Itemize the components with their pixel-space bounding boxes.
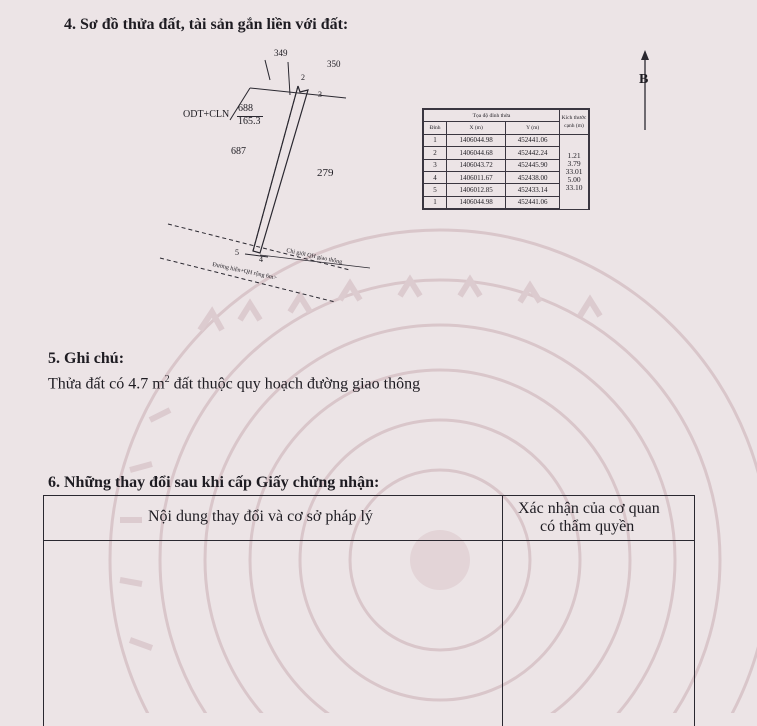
coordinate-table (422, 108, 590, 210)
vertex-cell: 2 (424, 147, 447, 159)
parcel-349-label: 349 (274, 48, 288, 58)
col-y: Y (m) (506, 122, 560, 134)
note-suffix: đất thuộc quy hoạch đường giao thông (173, 375, 421, 393)
coord-table-title: Tọa độ đỉnh thửa (424, 110, 560, 122)
vertex-cell: 1 (424, 134, 447, 146)
edge-3-4: 33.01 (565, 166, 583, 176)
parcel-map (150, 40, 380, 305)
y-cell: 452442.24 (506, 147, 560, 159)
parcel-279-label: 279 (317, 167, 334, 179)
parcel-area: 165.3 (238, 116, 261, 127)
section-5-heading: 5. Ghi chú: (48, 350, 125, 367)
x-cell: 1406012.85 (446, 184, 505, 196)
col-change-content: Nội dung thay đổi và cơ sở pháp lý (148, 508, 373, 525)
boundary-note: Chỉ giới QH giao thông (285, 248, 343, 266)
parcel-687-label: 687 (231, 146, 246, 157)
vertex-cell: 4 (424, 171, 447, 183)
vertex-4-label: 4 (259, 255, 263, 264)
edge-lengths (560, 134, 589, 208)
edge-4-5: 5.00 (567, 174, 581, 184)
vertex-cell: 5 (424, 184, 447, 196)
vertex-2-label: 2 (301, 73, 305, 82)
note-area-superscript: 2 (164, 374, 170, 385)
land-use-label: ODT+CLN (183, 109, 230, 120)
x-cell: 1406044.68 (446, 147, 505, 159)
col-authority-line1: Xác nhận của cơ quan (518, 500, 660, 517)
col-authority-line2: có thẩm quyền (540, 518, 635, 535)
planning-note (48, 374, 420, 393)
vertex-3-label: 3 (318, 90, 322, 99)
parcel-350-label: 350 (327, 59, 341, 69)
changes-table (43, 495, 695, 726)
y-cell: 452433.14 (506, 184, 560, 196)
y-cell: 452441.06 (506, 196, 560, 208)
x-cell: 1406043.72 (446, 159, 505, 171)
section-4-heading: 4. Sơ đồ thửa đất, tài sản gắn liền với đất: (64, 16, 349, 33)
note-area-value: 4.7 (128, 375, 149, 393)
table-row (424, 134, 589, 146)
vertex-5-label: 5 (235, 248, 239, 257)
north-arrow-icon (630, 48, 660, 132)
note-prefix: Thửa đất có (48, 375, 125, 393)
edge-length-header: Kích thước cạnh (m) (560, 110, 589, 135)
x-cell: 1406011.67 (446, 171, 505, 183)
north-label: B (639, 72, 649, 87)
x-cell: 1406044.98 (446, 196, 505, 208)
road-note: Đường hiện+QH rộng 6m> (211, 262, 278, 282)
section-6-heading: 6. Những thay đổi sau khi cấp Giấy chứng nhận: (48, 474, 380, 491)
y-cell: 452445.90 (506, 159, 560, 171)
x-cell: 1406044.98 (446, 134, 505, 146)
col-x: X (m) (446, 122, 505, 134)
vertex-cell: 3 (424, 159, 447, 171)
parcel-number: 688 (238, 103, 253, 114)
vertex-cell: 1 (424, 196, 447, 208)
edge-5-1: 33.10 (565, 182, 583, 192)
note-area-unit: m (152, 375, 165, 393)
y-cell: 452441.06 (506, 134, 560, 146)
y-cell: 452438.00 (506, 171, 560, 183)
changes-table-divider (502, 496, 503, 726)
col-vertex: Đỉnh (424, 122, 447, 134)
edge-1-2: 1.21 (567, 150, 581, 160)
edge-2-3: 3.79 (567, 158, 581, 168)
